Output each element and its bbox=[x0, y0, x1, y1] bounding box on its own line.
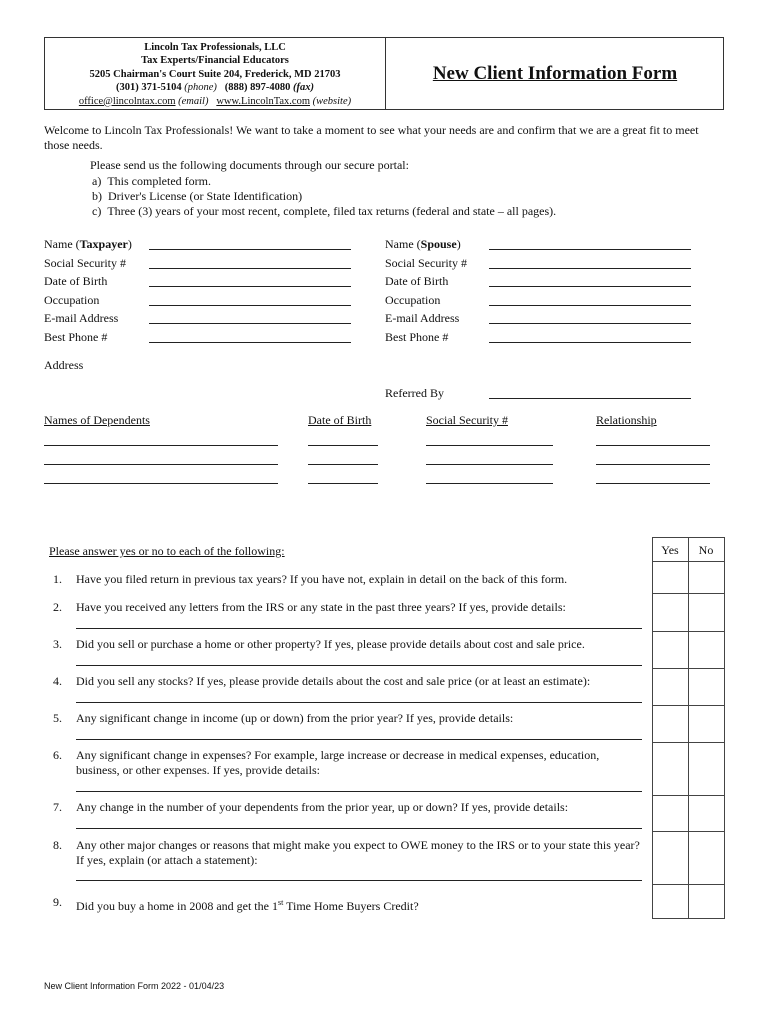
label-prefix: Name ( bbox=[385, 237, 421, 251]
referred-by-field[interactable] bbox=[489, 397, 691, 399]
answer-detail-line[interactable] bbox=[76, 701, 642, 703]
doc-letter: b) bbox=[92, 189, 102, 203]
dependents-relationship-header: Relationship bbox=[596, 413, 657, 427]
welcome-text: Welcome to Lincoln Tax Professionals! We want to take a moment to see what your needs are and confirm that we are a great fit to meet those needs. bbox=[44, 123, 699, 152]
grid-line bbox=[652, 918, 725, 919]
answer-yes-cell[interactable] bbox=[653, 594, 688, 631]
taxpayer-name-field[interactable] bbox=[149, 248, 351, 250]
fax-label: (fax) bbox=[293, 82, 315, 94]
company-website-link[interactable]: www.LincolnTax.com bbox=[216, 95, 310, 107]
dependent-name-field[interactable] bbox=[44, 482, 278, 484]
yes-column-header: Yes bbox=[661, 543, 679, 557]
answer-no-cell[interactable] bbox=[689, 743, 724, 795]
taxpayer-email-label: E-mail Address bbox=[44, 311, 119, 325]
answer-yes-cell[interactable] bbox=[653, 832, 688, 884]
answer-no-cell[interactable] bbox=[689, 885, 724, 918]
label-suffix: ) bbox=[456, 237, 461, 251]
referred-by-label: Referred By bbox=[385, 386, 444, 400]
spouse-phone-field[interactable] bbox=[489, 341, 691, 343]
company-fax: (888) 897-4080 bbox=[224, 82, 291, 94]
answer-no-cell[interactable] bbox=[689, 832, 724, 884]
question-text: Have you filed return in previous tax years? If you have not, explain in detail on the back of this form. bbox=[76, 572, 568, 586]
answer-yes-cell[interactable] bbox=[653, 669, 688, 705]
spouse-ssn-label: Social Security # bbox=[385, 256, 467, 270]
spouse-name-field[interactable] bbox=[489, 248, 691, 250]
spouse-phone-label: Best Phone # bbox=[385, 330, 449, 344]
question-number: 2. bbox=[53, 600, 62, 614]
dependent-ssn-field[interactable] bbox=[426, 463, 553, 465]
taxpayer-phone-label: Best Phone # bbox=[44, 330, 108, 344]
dependent-name-field[interactable] bbox=[44, 463, 278, 465]
question-number: 8. bbox=[53, 838, 62, 852]
send-docs-text: Please send us the following documents through our secure portal: bbox=[90, 158, 409, 172]
dependent-dob-field[interactable] bbox=[308, 482, 378, 484]
answer-no-cell[interactable] bbox=[689, 632, 724, 668]
question-number: 6. bbox=[53, 748, 62, 762]
dependents-ssn-header: Social Security # bbox=[426, 413, 508, 427]
answer-yes-cell[interactable] bbox=[653, 706, 688, 742]
spouse-occupation-field[interactable] bbox=[489, 304, 691, 306]
label-bold: Spouse bbox=[420, 237, 457, 251]
doc-text: This completed form. bbox=[107, 174, 211, 188]
answer-detail-line[interactable] bbox=[76, 790, 642, 792]
question-text: Any other major changes or reasons that might make you expect to OWE money to the IRS or to your state this year? If yes, explain (or attach a statement): bbox=[76, 838, 640, 867]
company-info bbox=[45, 41, 385, 108]
question-text: Did you sell or purchase a home or other property? If yes, please provide details about cost and sale price. bbox=[76, 637, 585, 651]
taxpayer-email-field[interactable] bbox=[149, 322, 351, 324]
dependent-dob-field[interactable] bbox=[308, 444, 378, 446]
answer-no-cell[interactable] bbox=[689, 796, 724, 831]
dependent-ssn-field[interactable] bbox=[426, 444, 553, 446]
doc-letter: c) bbox=[92, 204, 102, 218]
phone-label: (phone) bbox=[184, 82, 217, 94]
doc-text: Driver's License (or State Identification) bbox=[108, 189, 303, 203]
spouse-email-label: E-mail Address bbox=[385, 311, 460, 325]
grid-line bbox=[652, 537, 725, 538]
taxpayer-occupation-field[interactable] bbox=[149, 304, 351, 306]
question-number: 7. bbox=[53, 800, 62, 814]
taxpayer-ssn-label: Social Security # bbox=[44, 256, 126, 270]
answer-detail-line[interactable] bbox=[76, 664, 642, 666]
doc-text: Three (3) years of your most recent, complete, filed tax returns (federal and state – all pages). bbox=[107, 204, 557, 218]
question-text bbox=[76, 895, 646, 914]
label-suffix: ) bbox=[127, 237, 132, 251]
dependent-ssn-field[interactable] bbox=[426, 482, 553, 484]
address-label: Address bbox=[44, 358, 84, 372]
questions-heading: Please answer yes or no to each of the following: bbox=[49, 544, 285, 558]
no-column-header: No bbox=[698, 543, 714, 557]
grid-line bbox=[724, 537, 725, 919]
label-prefix: Name ( bbox=[44, 237, 80, 251]
company-name: Lincoln Tax Professionals, LLC bbox=[144, 42, 286, 53]
company-phone: (301) 371-5104 bbox=[115, 82, 182, 94]
website-label: (website) bbox=[312, 95, 352, 107]
dependent-dob-field[interactable] bbox=[308, 463, 378, 465]
question-text: Any change in the number of your dependents from the prior year, up or down? If yes, provide details: bbox=[76, 800, 569, 814]
answer-yes-cell[interactable] bbox=[653, 885, 688, 918]
answer-no-cell[interactable] bbox=[689, 594, 724, 631]
footer-text: New Client Information Form 2022 - 01/04/23 bbox=[44, 981, 225, 991]
dependent-name-field[interactable] bbox=[44, 444, 278, 446]
question-number: 5. bbox=[53, 711, 62, 725]
taxpayer-ssn-field[interactable] bbox=[149, 267, 351, 269]
taxpayer-name-label bbox=[44, 237, 132, 252]
doc-item bbox=[92, 189, 302, 204]
question-text-part: Time Home Buyers Credit? bbox=[283, 899, 419, 913]
taxpayer-phone-field[interactable] bbox=[149, 341, 351, 343]
label-bold: Taxpayer bbox=[79, 237, 128, 251]
answer-detail-line[interactable] bbox=[76, 627, 642, 629]
ordinal-superscript: st bbox=[277, 898, 284, 907]
answer-yes-cell[interactable] bbox=[653, 632, 688, 668]
company-phone-line bbox=[45, 81, 385, 94]
spouse-dob-label: Date of Birth bbox=[385, 274, 449, 288]
spouse-occupation-label: Occupation bbox=[385, 293, 441, 307]
answer-yes-cell[interactable] bbox=[653, 562, 688, 593]
company-email-link[interactable]: office@lincolntax.com bbox=[78, 95, 176, 107]
question-text: Any significant change in expenses? For example, large increase or decrease in medical expenses, education, business, or other expenses. If yes, provide details: bbox=[76, 748, 600, 777]
dependents-name-header: Names of Dependents bbox=[44, 413, 150, 427]
answer-detail-line[interactable] bbox=[76, 738, 642, 740]
taxpayer-dob-label: Date of Birth bbox=[44, 274, 108, 288]
answer-detail-line[interactable] bbox=[76, 879, 642, 881]
answer-no-cell[interactable] bbox=[689, 706, 724, 742]
dependent-relationship-field[interactable] bbox=[596, 482, 710, 484]
spouse-ssn-field[interactable] bbox=[489, 267, 691, 269]
form-title: New Client Information Form bbox=[432, 63, 678, 84]
question-text: Have you received any letters from the IRS or any state in the past three years? If yes, provide details: bbox=[76, 600, 566, 614]
question-number: 3. bbox=[53, 637, 62, 651]
dependent-relationship-field[interactable] bbox=[596, 463, 710, 465]
letterhead-box bbox=[44, 37, 724, 110]
question-text: Did you sell any stocks? If yes, please provide details about the cost and sale price (or at least an estimate): bbox=[76, 674, 591, 688]
question-text: Any significant change in income (up or down) from the prior year? If yes, provide details: bbox=[76, 711, 514, 725]
taxpayer-dob-field[interactable] bbox=[149, 285, 351, 287]
doc-item bbox=[92, 204, 556, 219]
company-tagline: Tax Experts/Financial Educators bbox=[141, 55, 289, 67]
spouse-name-label bbox=[385, 237, 461, 252]
spouse-dob-field[interactable] bbox=[489, 285, 691, 287]
answer-yes-cell[interactable] bbox=[653, 796, 688, 831]
email-label: (email) bbox=[178, 95, 209, 107]
doc-item bbox=[92, 174, 211, 189]
company-address: 5205 Chairman's Court Suite 204, Frederick, MD 21703 bbox=[89, 68, 341, 80]
company-contact-line bbox=[45, 95, 385, 108]
dependents-dob-header: Date of Birth bbox=[308, 413, 372, 427]
spouse-email-field[interactable] bbox=[489, 322, 691, 324]
answer-detail-line[interactable] bbox=[76, 827, 642, 829]
question-number: 9. bbox=[53, 895, 62, 909]
taxpayer-occupation-label: Occupation bbox=[44, 293, 100, 307]
answer-no-cell[interactable] bbox=[689, 669, 724, 705]
answer-yes-cell[interactable] bbox=[653, 743, 688, 795]
dependent-relationship-field[interactable] bbox=[596, 444, 710, 446]
question-number: 4. bbox=[53, 674, 62, 688]
doc-letter: a) bbox=[92, 174, 102, 188]
question-text-part: Did you buy a home in 2008 and get the 1 bbox=[76, 899, 278, 913]
question-number: 1. bbox=[53, 572, 62, 586]
answer-no-cell[interactable] bbox=[689, 562, 724, 593]
